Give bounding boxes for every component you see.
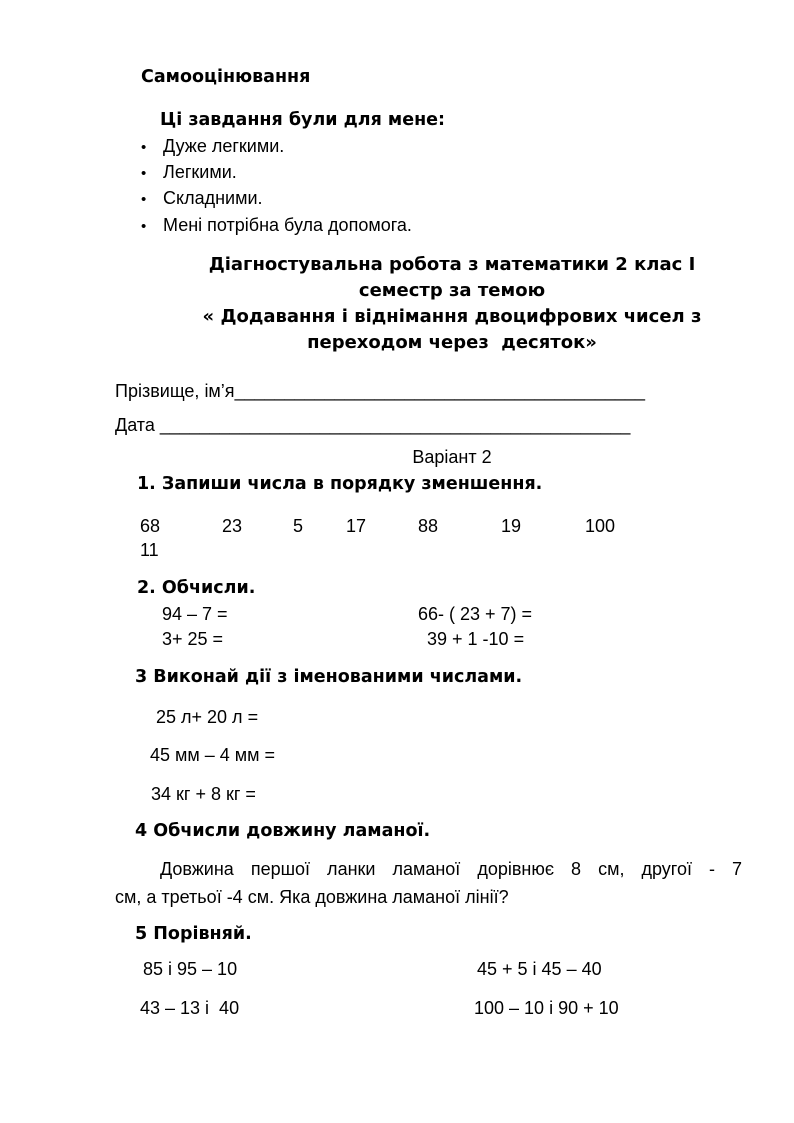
option-label: Дуже легкими.: [163, 136, 285, 156]
expression: 94 – 7 =: [162, 604, 228, 624]
expression: 66- ( 23 + 7) =: [418, 604, 533, 624]
bullet-icon: •: [141, 191, 147, 209]
task4-heading: 4 Обчисли довжину ламаної.: [135, 821, 431, 841]
date-blank-line: _______________________________________________: [159, 415, 631, 435]
number-value: 23: [222, 516, 243, 536]
comparison-expression: 100 – 10 і 90 + 10: [474, 998, 619, 1018]
test-title: [110, 252, 794, 356]
list-item: [141, 185, 412, 211]
test-title-line: семестр за темою: [358, 280, 546, 301]
comparison-expression: 43 – 13 і 40: [140, 998, 240, 1018]
test-title-line: « Додавання і віднімання двоцифрових чисел з: [202, 306, 702, 327]
expression: 34 кг + 8 кг =: [151, 784, 256, 804]
option-label: Легкими.: [163, 162, 237, 183]
name-blank-line: _________________________________________: [234, 381, 646, 401]
expression: 45 мм – 4 мм =: [150, 745, 276, 765]
variant-label: Варіант 2: [412, 447, 492, 467]
comparison-expression: 45 + 5 і 45 – 40: [477, 959, 602, 979]
list-item: [141, 133, 412, 159]
task5-heading: 5 Порівняй.: [135, 924, 252, 944]
expression: 39 + 1 -10 =: [427, 629, 525, 649]
problem-text-line: см, а третьої -4 см. Яка довжина ламаної лінії?: [115, 887, 509, 907]
self-assessment-options: [141, 133, 412, 238]
task2-heading: 2. Обчисли.: [137, 578, 256, 598]
date-label: Дата: [115, 415, 160, 435]
test-title-line: переходом через десяток»: [307, 332, 597, 353]
name-label: Прізвище, ім’я: [115, 381, 235, 401]
number-value: 17: [346, 516, 367, 536]
problem-text-line: Довжина першої ланки ламаної дорівнює 8 см, другої - 7: [160, 859, 742, 879]
number-value: 100: [585, 516, 616, 536]
name-field-line: [115, 378, 645, 404]
option-label: Мені потрібна була допомога.: [163, 214, 412, 235]
task1-heading: 1. Запиши числа в порядку зменшення.: [137, 474, 543, 494]
bullet-icon: •: [141, 139, 147, 156]
task3-heading: 3 Виконай дії з іменованими числами.: [135, 667, 523, 687]
number-value: 68: [140, 516, 161, 536]
expression: 25 л+ 20 л =: [156, 707, 259, 727]
date-field-line: [115, 412, 630, 438]
list-item: [141, 212, 412, 238]
number-value: 19: [501, 516, 522, 536]
self-assessment-prompt: Ці завдання були для мене:: [160, 110, 446, 130]
self-assessment-title: Самооцінювання: [141, 67, 311, 87]
test-title-line: Діагностувальна робота з математики 2 клас І: [208, 254, 696, 275]
number-value: 11: [140, 540, 159, 560]
number-value: 88: [418, 516, 439, 536]
bullet-icon: •: [141, 217, 147, 235]
task4-problem: [115, 855, 742, 911]
list-item: [141, 159, 412, 185]
comparison-expression: 85 і 95 – 10: [143, 959, 238, 979]
expression: 3+ 25 =: [162, 629, 224, 649]
option-label: Складними.: [163, 188, 263, 209]
number-value: 5: [293, 516, 304, 536]
bullet-icon: •: [141, 165, 147, 183]
